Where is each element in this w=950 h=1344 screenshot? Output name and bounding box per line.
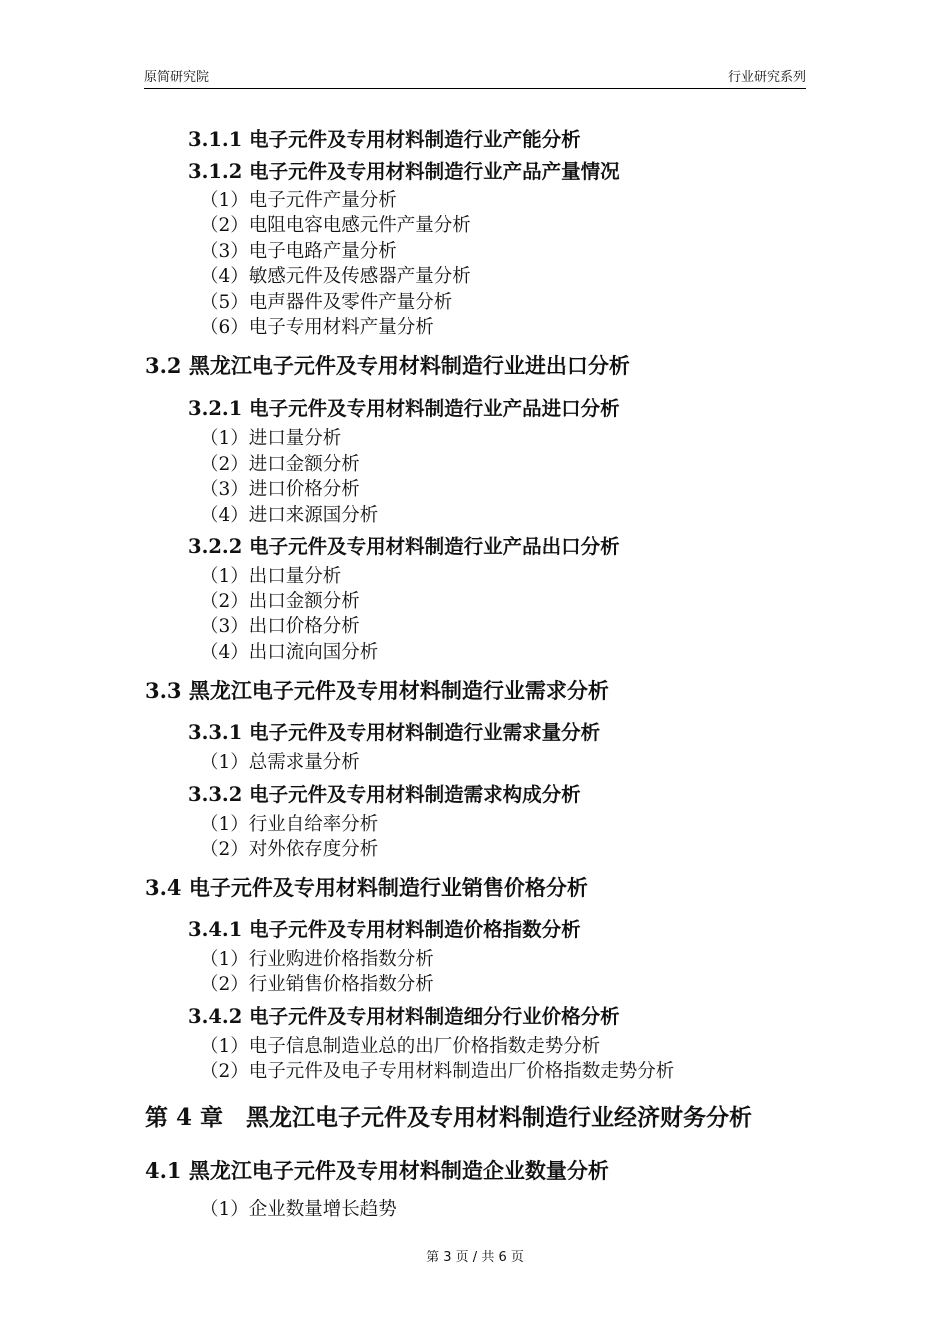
toc-item: （2）电子元件及电子专用材料制造出厂价格指数走势分析 xyxy=(200,1061,675,1082)
toc-heading-l3: 3.1.2 电子元件及专用材料制造行业产品产量情况 xyxy=(188,160,620,183)
toc-heading-l2: 3.2 黑龙江电子元件及专用材料制造行业进出口分析 xyxy=(145,353,630,378)
toc-chapter-heading: 第 4 章 黑龙江电子元件及专用材料制造行业经济财务分析 xyxy=(145,1104,753,1131)
page-footer: 第 3 页 / 共 6 页 xyxy=(426,1250,524,1265)
toc-item: （2）进口金额分析 xyxy=(200,454,360,475)
toc-item: （2）电阻电容电感元件产量分析 xyxy=(200,215,471,236)
toc-item: （3）电子电路产量分析 xyxy=(200,241,397,262)
toc-heading-l3: 3.4.1 电子元件及专用材料制造价格指数分析 xyxy=(188,918,581,941)
toc-heading-l3: 3.1.1 电子元件及专用材料制造行业产能分析 xyxy=(188,128,581,151)
toc-heading-l3: 3.3.2 电子元件及专用材料制造需求构成分析 xyxy=(188,783,581,806)
toc-item: （1）电子信息制造业总的出厂价格指数走势分析 xyxy=(200,1036,601,1057)
toc-item: （5）电声器件及零件产量分析 xyxy=(200,292,453,313)
page-header xyxy=(144,66,806,89)
toc-heading-l3: 3.3.1 电子元件及专用材料制造行业需求量分析 xyxy=(188,721,601,744)
toc-item: （1）进口量分析 xyxy=(200,428,342,449)
toc-item: （2）行业销售价格指数分析 xyxy=(200,974,434,995)
header-org-name: 原简研究院 xyxy=(144,70,210,85)
toc-item: （1）行业购进价格指数分析 xyxy=(200,949,434,970)
toc-item: （4）敏感元件及传感器产量分析 xyxy=(200,266,471,287)
toc-item: （3）进口价格分析 xyxy=(200,479,360,500)
toc-item: （3）出口价格分析 xyxy=(200,616,360,637)
toc-item: （1）企业数量增长趋势 xyxy=(200,1199,397,1220)
toc-item: （2）出口金额分析 xyxy=(200,591,360,612)
toc-heading-l3: 3.4.2 电子元件及专用材料制造细分行业价格分析 xyxy=(188,1005,620,1028)
toc-item: （1）行业自给率分析 xyxy=(200,814,379,835)
toc-item: （4）进口来源国分析 xyxy=(200,505,379,526)
toc-item: （6）电子专用材料产量分析 xyxy=(200,317,434,338)
toc-heading-l2: 3.4 电子元件及专用材料制造行业销售价格分析 xyxy=(145,875,588,900)
toc-item: （4）出口流向国分析 xyxy=(200,642,379,663)
header-series-name: 行业研究系列 xyxy=(727,70,806,85)
toc-item: （1）出口量分析 xyxy=(200,566,342,587)
toc-item: （1）电子元件产量分析 xyxy=(200,190,397,211)
toc-heading-l3: 3.2.2 电子元件及专用材料制造行业产品出口分析 xyxy=(188,535,620,558)
toc-heading-l3: 3.2.1 电子元件及专用材料制造行业产品进口分析 xyxy=(188,397,620,420)
toc-heading-l2: 3.3 黑龙江电子元件及专用材料制造行业需求分析 xyxy=(145,678,609,703)
toc-heading-l2: 4.1 黑龙江电子元件及专用材料制造企业数量分析 xyxy=(145,1158,609,1183)
toc-item: （2）对外依存度分析 xyxy=(200,839,379,860)
toc-item: （1）总需求量分析 xyxy=(200,752,360,773)
